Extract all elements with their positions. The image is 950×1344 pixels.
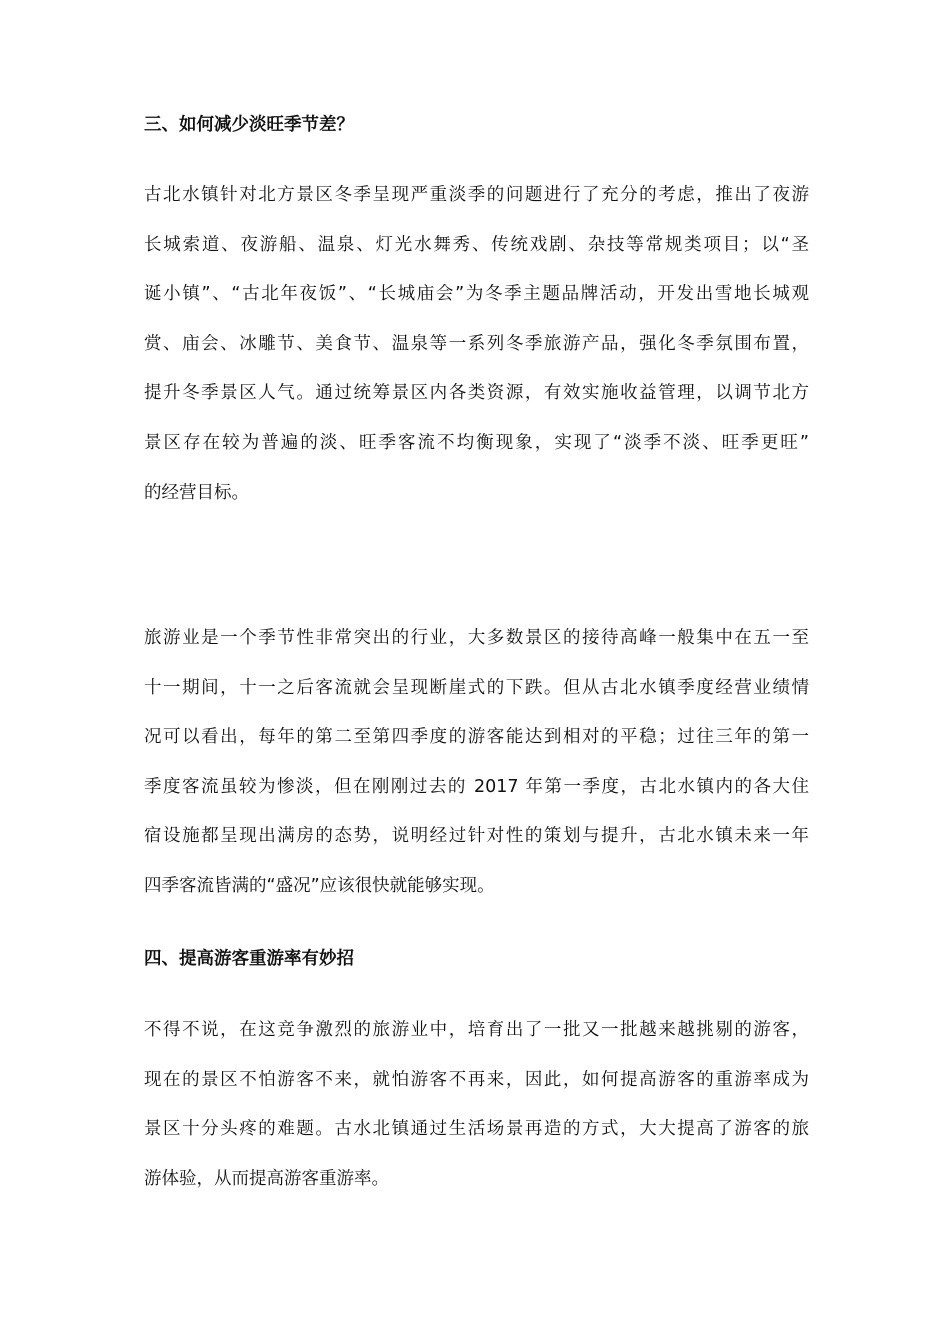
paragraph-line: 景区十分头疼的难题。古水北镇通过生活场景再造的方式，大大提高了游客的旅 (144, 1119, 809, 1140)
paragraph-line: 季度客流虽较为惨淡，但在刚刚过去的 2017 年第一季度，古北水镇内的各大住 (144, 776, 809, 797)
paragraph-line: 的经营目标。 (144, 482, 249, 503)
paragraph-line: 古北水镇针对北方景区冬季呈现严重淡季的问题进行了充分的考虑，推出了夜游 (144, 185, 809, 205)
paragraph-line: 游体验，从而提高游客重游率。 (144, 1168, 389, 1189)
paragraph-line: 十一期间，十一之后客流就会呈现断崖式的下跌。但从古北水镇季度经营业绩情 (144, 677, 809, 698)
paragraph-line: 长城索道、夜游船、温泉、灯光水舞秀、传统戏剧、杂技等常规类项目；以“圣 (144, 234, 809, 255)
paragraph-line: 赏、庙会、冰雕节、美食节、温泉等一系列冬季旅游产品，强化冬季氛围布置， (144, 333, 809, 354)
paragraph-line: 况可以看出，每年的第二至第四季度的游客能达到相对的平稳；过往三年的第一 (144, 727, 809, 748)
paragraph-line: 诞小镇”、“古北年夜饭”、“长城庙会”为冬季主题品牌活动，开发出雪地长城观 (144, 284, 809, 305)
section-3-paragraph (144, 171, 809, 518)
paragraph-line: 提升冬季景区人气。通过统筹景区内各类资源，有效实施收益管理，以调节北方 (144, 383, 809, 404)
seasonality-paragraph (144, 614, 809, 912)
section-4-paragraph (144, 1006, 809, 1204)
section-4-heading: 四、提高游客重游率有妙招 (144, 949, 354, 969)
paragraph-line: 宿设施都呈现出满房的态势，说明经过针对性的策划与提升，古北水镇未来一年 (144, 826, 809, 847)
paragraph-line: 四季客流皆满的“盛况”应该很快就能够实现。 (144, 875, 495, 896)
paragraph-line: 旅游业是一个季节性非常突出的行业，大多数景区的接待高峰一般集中在五一至 (144, 628, 809, 648)
paragraph-line: 现在的景区不怕游客不来，就怕游客不再来，因此，如何提高游客的重游率成为 (144, 1069, 809, 1090)
paragraph-line: 景区存在较为普遍的淡、旺季客流不均衡现象，实现了“淡季不淡、旺季更旺” (144, 432, 809, 453)
paragraph-line: 不得不说，在这竞争激烈的旅游业中，培育出了一批又一批越来越挑剔的游客， (144, 1020, 809, 1040)
section-3-heading: 三、如何减少淡旺季节差？ (144, 115, 354, 135)
